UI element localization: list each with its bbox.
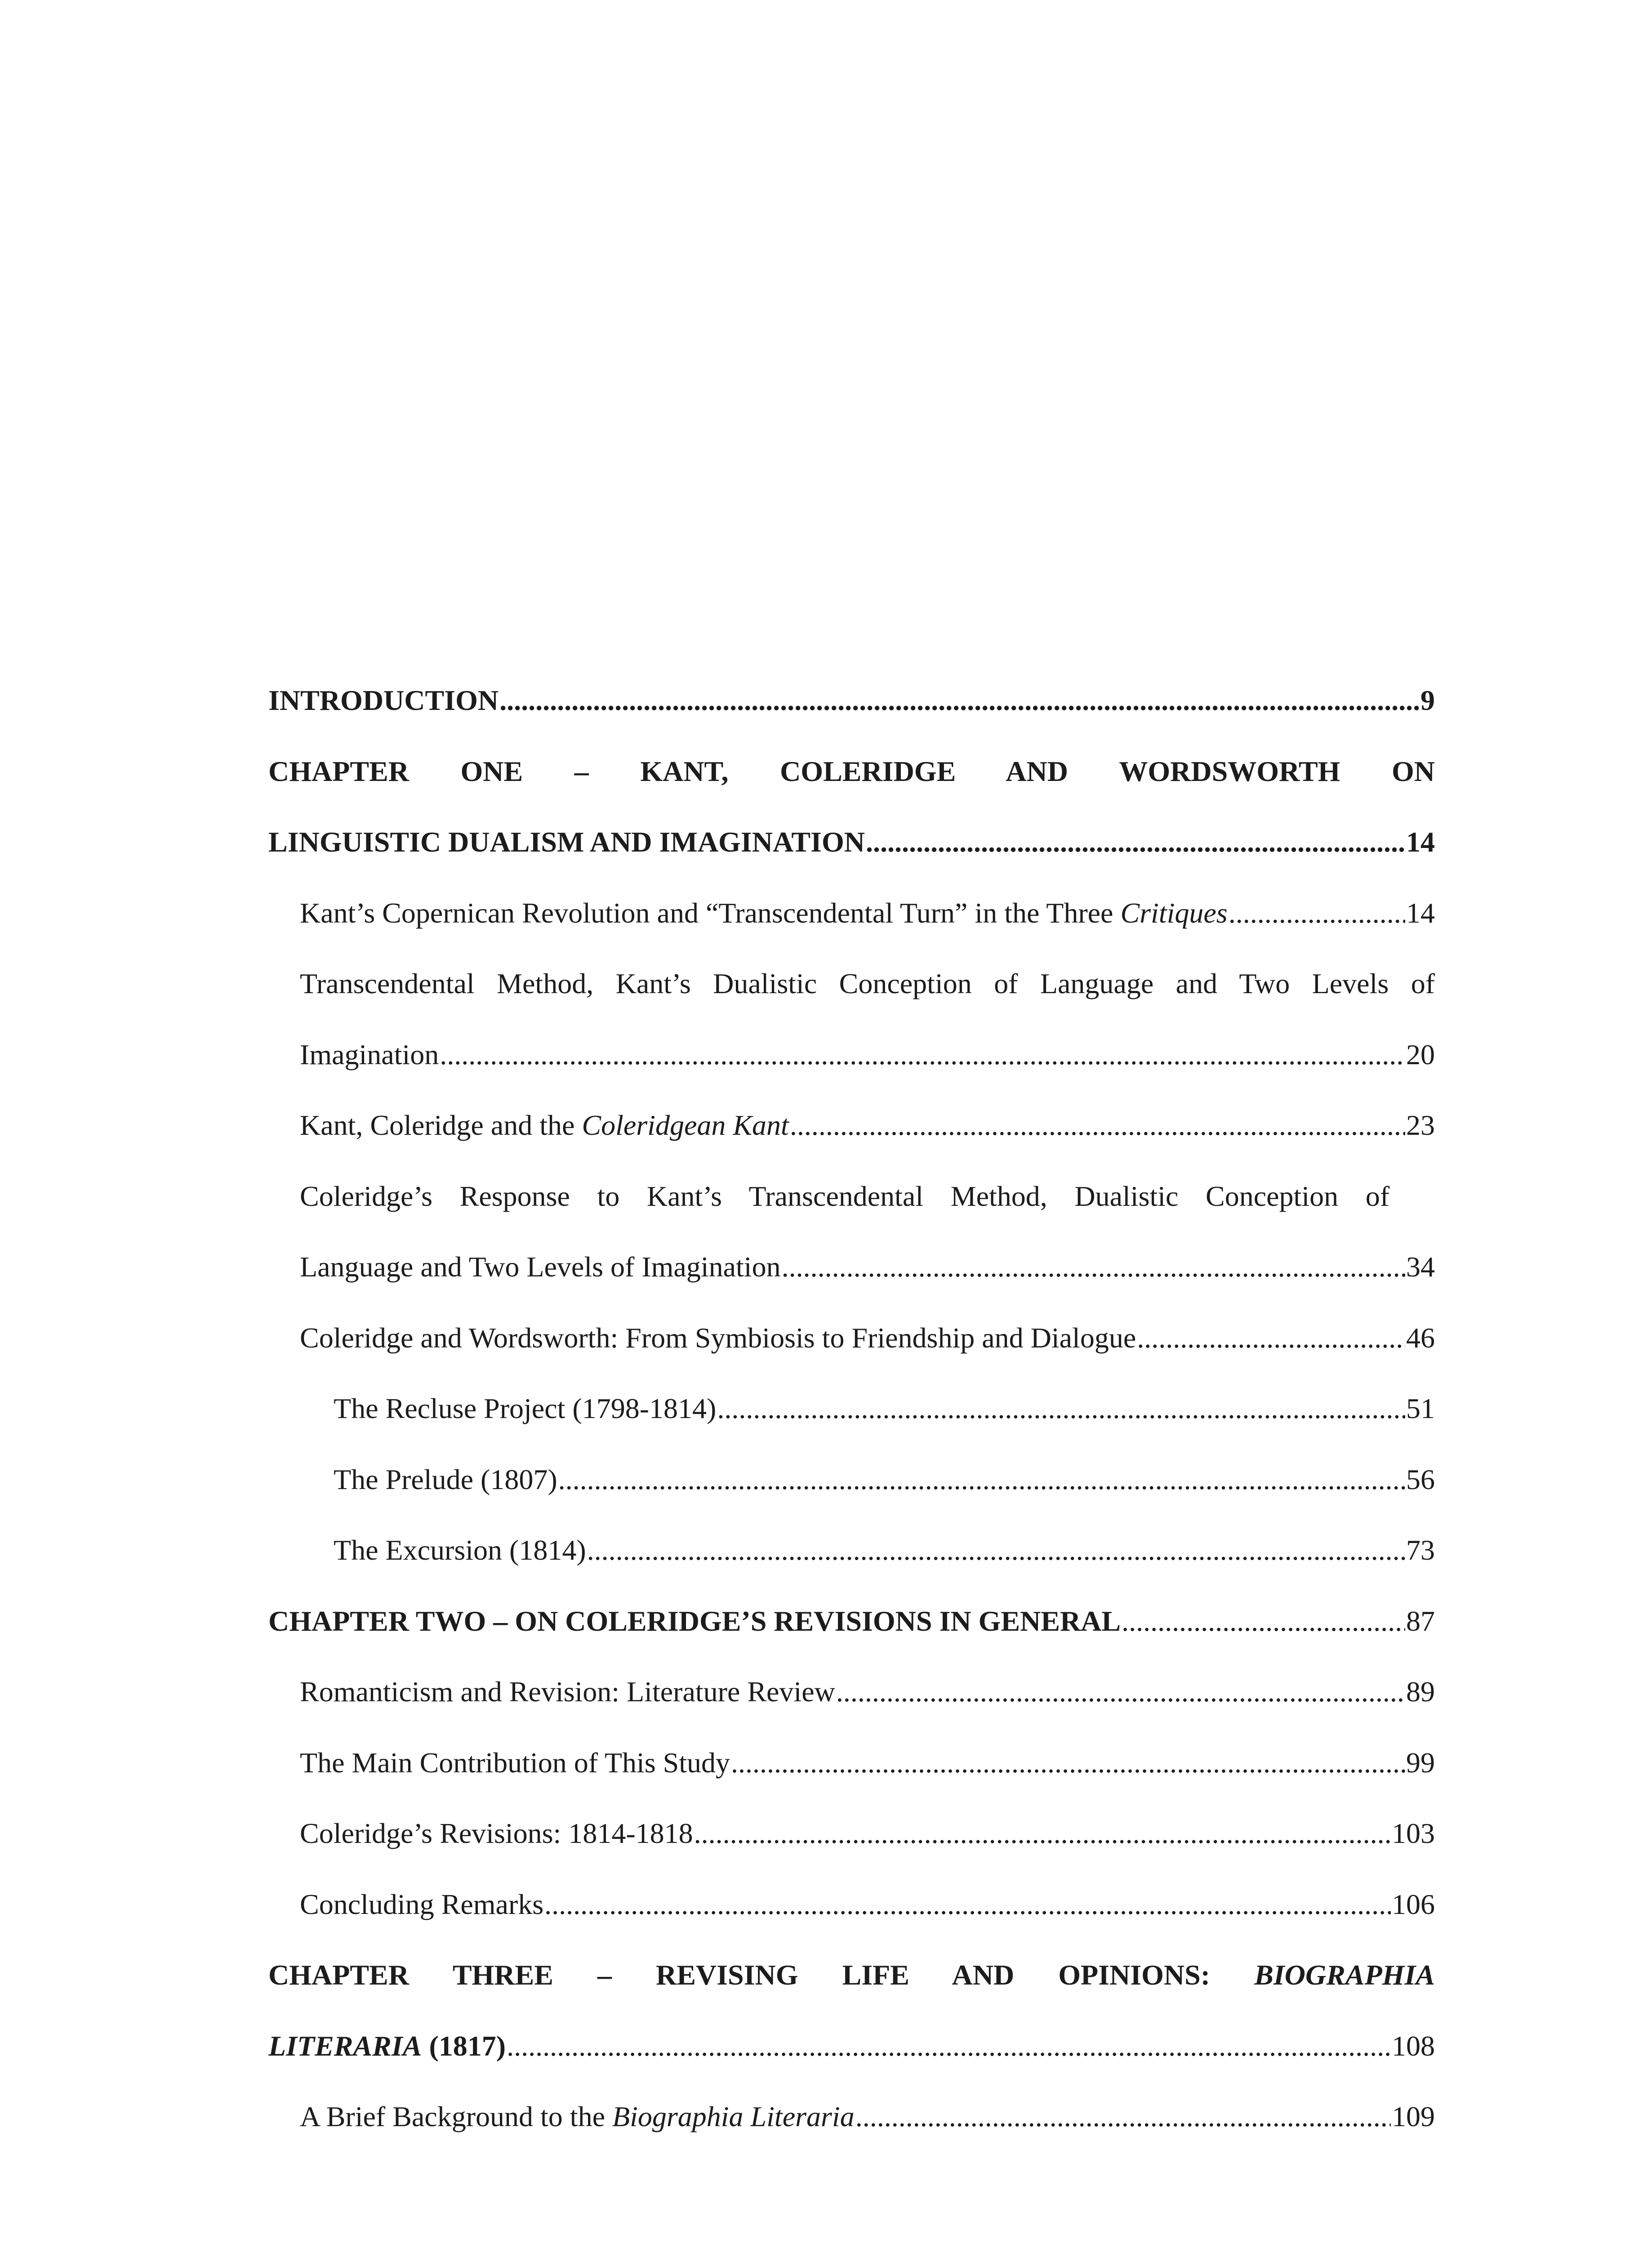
toc-entry-coleridge-response[interactable] <box>268 1161 1435 1302</box>
toc-entry-title: CHAPTER TWO – ON COLERIDGE’S REVISIONS IN GENERAL <box>268 1605 1121 1637</box>
title-text: Kant’s Copernican Revolution and “Transcendental Turn” in the Three <box>300 897 1121 929</box>
toc-entry-title: Coleridge’s Response to Kant’s Transcendental Method, Dualistic Conception of <box>300 1180 1389 1212</box>
toc-entry-revisions-1814-1818[interactable] <box>268 1798 1435 1869</box>
dot-leader <box>440 1019 1405 1090</box>
toc-entry-chapter-one[interactable] <box>268 736 1435 878</box>
toc-entry-title <box>300 1090 789 1161</box>
toc-page-number: 14 <box>1406 826 1435 858</box>
title-italic: Biographia Literaria <box>612 2101 855 2132</box>
toc-entry-brief-background[interactable] <box>268 2081 1435 2152</box>
title-text: A Brief Background to the <box>300 2101 612 2132</box>
toc-entry-chapter-three[interactable] <box>268 1940 1435 2081</box>
toc-page-number: 14 <box>1406 897 1435 929</box>
dot-leader <box>1122 1586 1405 1657</box>
title-italic: BIOGRAPHIA <box>1254 1959 1435 1991</box>
dot-leader <box>836 1656 1405 1727</box>
dot-leader <box>587 1515 1405 1586</box>
toc-entry-coleridgean-kant[interactable] <box>268 1090 1435 1161</box>
toc-entry-title: The Recluse Project (1798-1814) <box>334 1392 717 1424</box>
toc-entry-title-cont: LINGUISTIC DUALISM AND IMAGINATION <box>268 826 865 858</box>
toc-page-number: 9 <box>1420 684 1435 716</box>
toc-entry-title: Romanticism and Revision: Literature Review <box>300 1676 835 1708</box>
dot-leader <box>558 1444 1405 1515</box>
toc-page-number: 108 <box>1392 2029 1435 2062</box>
toc-page-number: 73 <box>1406 1534 1435 1566</box>
dot-leader <box>1229 878 1405 949</box>
toc-page-number: 51 <box>1406 1392 1435 1424</box>
toc-entry-title-cont <box>268 2011 506 2082</box>
toc-entry-literature-review[interactable] <box>268 1656 1435 1727</box>
toc-entry-title: Coleridge and Wordsworth: From Symbiosis to Friendship and Dialogue <box>300 1321 1136 1354</box>
toc-entry-title: INTRODUCTION <box>268 684 499 716</box>
toc-entry-title <box>300 2081 855 2152</box>
toc-entry-title-cont: Imagination <box>300 1038 439 1070</box>
toc-entry-title: Coleridge’s Revisions: 1814-1818 <box>300 1817 693 1849</box>
toc-page-number: 89 <box>1406 1676 1435 1708</box>
toc-page-number: 46 <box>1406 1321 1435 1354</box>
toc-entry-introduction[interactable] <box>268 665 1435 736</box>
dot-leader <box>1137 1302 1405 1374</box>
toc-entry-transcendental-method[interactable] <box>268 948 1435 1090</box>
toc-entry-title-cont: Language and Two Levels of Imagination <box>300 1251 781 1283</box>
toc-entry-symbiosis[interactable] <box>268 1302 1435 1374</box>
toc-page-number: 103 <box>1392 1817 1435 1849</box>
table-of-contents <box>268 665 1435 2152</box>
dot-leader <box>694 1798 1391 1869</box>
dot-leader <box>717 1373 1405 1444</box>
dot-leader <box>782 1231 1405 1302</box>
dot-leader <box>499 665 1420 736</box>
dot-leader <box>731 1727 1405 1798</box>
toc-entry-excursion[interactable] <box>268 1515 1435 1586</box>
toc-page-number: 106 <box>1392 1888 1435 1920</box>
title-italic: Critiques <box>1120 897 1228 929</box>
dot-leader <box>507 2011 1391 2082</box>
toc-page-number: 20 <box>1406 1038 1435 1070</box>
toc-entry-copernican-revolution[interactable] <box>268 878 1435 949</box>
title-italic: LITERARIA <box>268 2029 422 2062</box>
toc-entry-title <box>268 1940 1435 2011</box>
dot-leader <box>790 1090 1405 1161</box>
toc-page-number: 56 <box>1406 1463 1435 1495</box>
toc-entry-title: Transcendental Method, Kant’s Dualistic Conception of Language and Two Levels of <box>300 968 1435 999</box>
toc-page-number: 23 <box>1406 1109 1435 1141</box>
title-text: CHAPTER THREE – REVISING LIFE AND OPINIONS: <box>268 1959 1255 1991</box>
toc-entry-prelude[interactable] <box>268 1444 1435 1515</box>
title-text: (1817) <box>422 2029 506 2062</box>
toc-entry-title: CHAPTER ONE – KANT, COLERIDGE AND WORDSWORTH ON <box>268 755 1435 787</box>
dot-leader <box>866 807 1405 878</box>
toc-entry-recluse[interactable] <box>268 1373 1435 1444</box>
toc-entry-title: The Prelude (1807) <box>334 1463 557 1495</box>
toc-entry-title <box>300 878 1228 949</box>
toc-entry-main-contribution[interactable] <box>268 1727 1435 1798</box>
toc-page-number: 34 <box>1406 1251 1435 1283</box>
toc-entry-title: The Main Contribution of This Study <box>300 1746 730 1779</box>
toc-entry-title: The Excursion (1814) <box>334 1534 586 1566</box>
toc-entry-concluding-remarks[interactable] <box>268 1869 1435 1940</box>
title-text: Kant, Coleridge and the <box>300 1109 582 1141</box>
title-italic: Coleridgean Kant <box>582 1109 789 1141</box>
toc-page-number: 109 <box>1392 2101 1435 2132</box>
toc-entry-chapter-two[interactable] <box>268 1586 1435 1657</box>
dot-leader <box>855 2081 1391 2152</box>
toc-page-number: 87 <box>1406 1605 1435 1637</box>
dot-leader <box>544 1869 1391 1940</box>
toc-page-number: 99 <box>1406 1746 1435 1779</box>
toc-entry-title: Concluding Remarks <box>300 1888 544 1920</box>
